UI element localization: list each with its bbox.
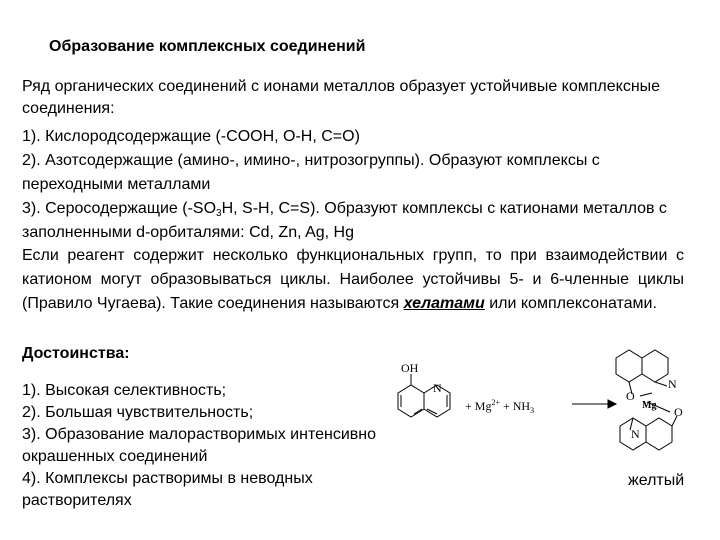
product-color-label: желтый: [628, 472, 685, 489]
chelate-paragraph-end: или комплексонатами.: [484, 295, 657, 312]
chelate-paragraph: [22, 244, 684, 316]
advantages-title: Достоинства:: [22, 345, 130, 362]
advantage-item: 2). Большая чувствительность;: [22, 404, 254, 421]
reaction-arrow: [572, 400, 616, 408]
group-item-sulfur: [22, 197, 702, 245]
reaction-scheme: [370, 340, 710, 480]
product-n-top-label: N: [668, 377, 677, 391]
group-item-sulfur-subscript: 3: [216, 208, 222, 219]
product-o-right-label: O: [674, 405, 683, 419]
group-item-sulfur-part2: H, S-H, C=S). Образуют комплексы с катионами металлов с заполненными d-орбиталями: Cd, Zn, Ag, Hg: [22, 200, 667, 241]
hydroxyquinoline-structure: [398, 374, 450, 417]
slide-title: Образование комплексных соединений: [49, 38, 366, 55]
advantage-item: 4). Комплексы растворимы в неводных растворителях: [22, 470, 313, 509]
product-o-left-label: O: [626, 389, 635, 403]
product-n-bottom-label: N: [631, 427, 640, 441]
advantage-item: 1). Высокая селективность;: [22, 382, 227, 399]
chelate-paragraph-text: Если реагент содержит несколько функциональных групп, то при взаимодействии с катионом могут образовываться циклы. Наиболее устойчивы 5- и 6-членные циклы (Правило Чугаева). Такие соединения называются: [22, 247, 684, 312]
intro-text: Ряд органических соединений с ионами металлов образует устойчивые комплексные соединения:: [22, 78, 661, 117]
reagents-text: + $Mg^{2+} + NH_3$: [465, 398, 535, 415]
reagent-n-label: N: [433, 381, 442, 395]
group-item-nitrogen: 2). Азотсодержащие (амино-, имино-, нитрозогруппы). Образуют комплексы с переходными металлами: [22, 152, 600, 193]
advantage-item: 3). Образование малорастворимых интенсивно окрашенных соединений: [22, 426, 376, 465]
functional-groups-list: [22, 125, 702, 245]
product-mg-label: Mg: [642, 400, 657, 411]
group-item-oxygen: 1). Кислородсодержащие (-COOH, O-H, C=O): [22, 128, 360, 145]
chelate-term: хелатами: [403, 295, 485, 312]
group-item-sulfur-part1: 3). Серосодержащие (-SO: [22, 200, 217, 217]
reagent-oh-label: OH: [401, 361, 419, 375]
advantages-list: [22, 380, 382, 512]
